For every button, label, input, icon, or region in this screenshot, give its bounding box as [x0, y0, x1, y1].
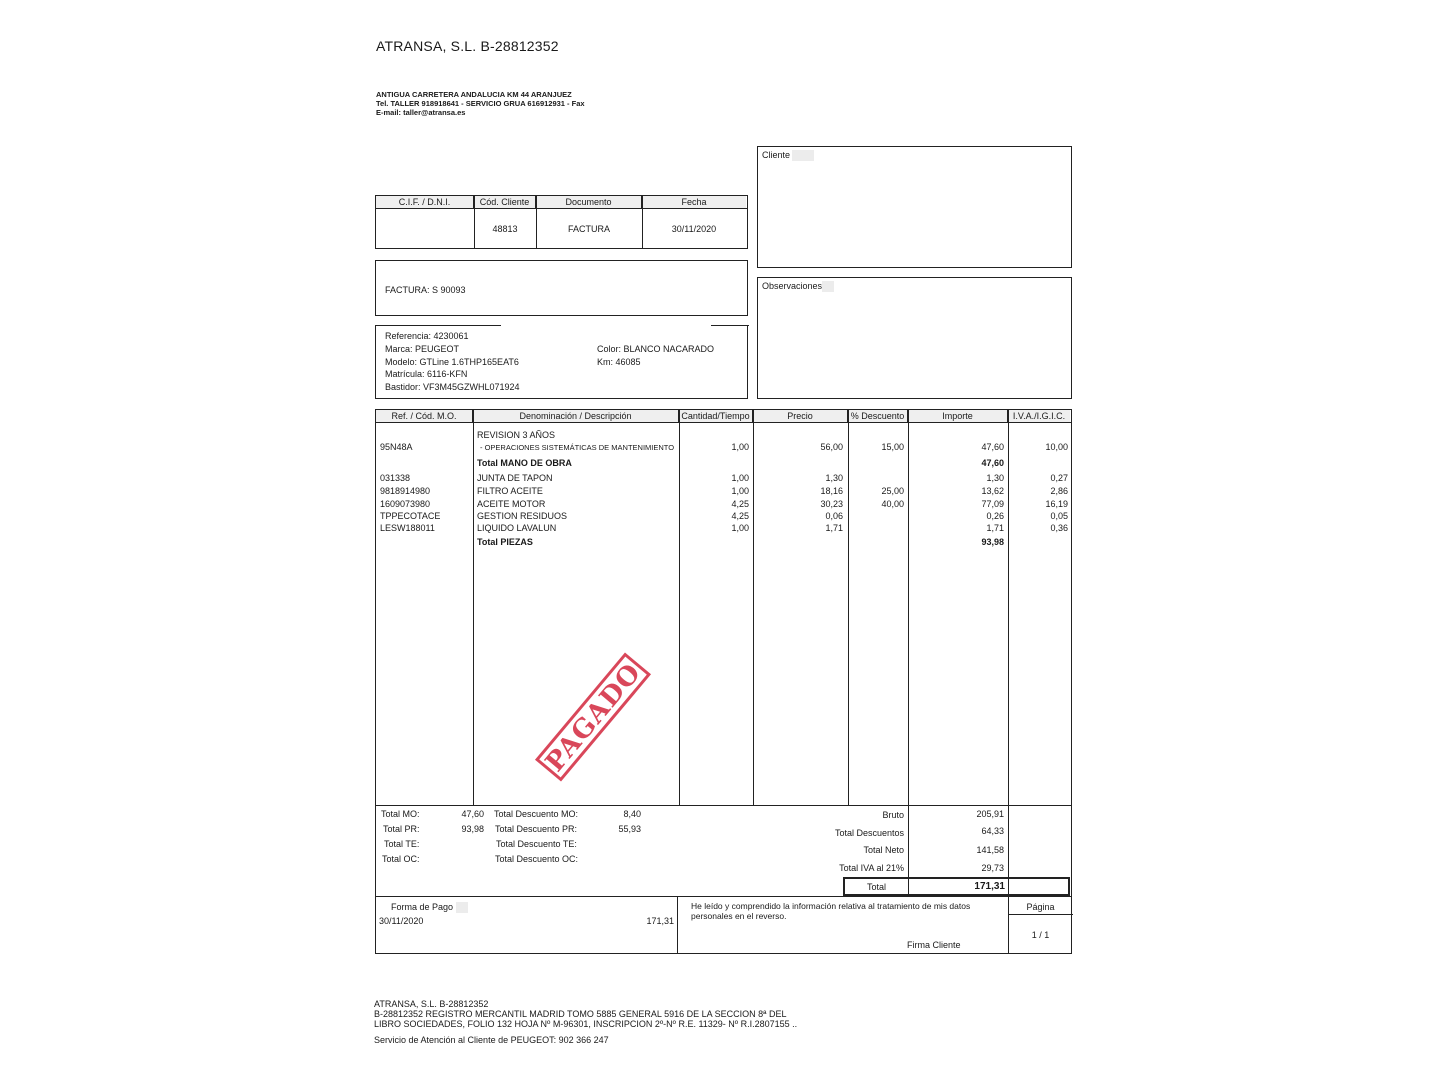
- footer-registry-2: LIBRO SOCIEDADES, FOLIO 132 HOJA Nº M-96301, INSCRIPCION 2º-Nº R.E. 11329- Nº R.I.2807155 ..: [374, 1019, 798, 1029]
- header-description: Denominación / Descripción: [473, 410, 679, 422]
- payment-box: [375, 896, 1072, 954]
- row-discount: 25,00: [881, 486, 904, 496]
- row-ref: 9818914980: [380, 486, 431, 496]
- total-mo-label: Total MO:: [381, 809, 420, 819]
- row-description: GESTION RESIDUOS: [477, 511, 568, 521]
- totals-box: [375, 805, 1072, 897]
- row-ref: 95N48A: [380, 442, 413, 452]
- total-discount-oc-label: Total Descuento OC:: [495, 854, 579, 864]
- redacted-area: [822, 281, 834, 292]
- header-ref: Ref. / Cód. M.O.: [376, 410, 473, 422]
- vat-total-label: Total IVA al 21%: [839, 863, 904, 873]
- total-discount-mo-value: 8,40: [623, 809, 641, 819]
- row-iva: 0,27: [1050, 473, 1068, 483]
- total-pr-label: Total PR:: [383, 824, 420, 834]
- redacted-area: [456, 902, 468, 913]
- header-cif: C.I.F. / D.N.I.: [376, 196, 474, 208]
- row-amount: 0,26: [986, 511, 1004, 521]
- header-price: Precio: [753, 410, 848, 422]
- gross-value: 205,91: [976, 809, 1004, 819]
- header-iva: I.V.A./I.G.I.C.: [1008, 410, 1070, 422]
- gross-label: Bruto: [882, 810, 904, 820]
- row-iva: 2,86: [1050, 486, 1068, 496]
- footer-registry-1: B-28812352 REGISTRO MERCANTIL MADRID TOMO 5885 GENERAL 5916 DE LA SECCION 8ª DEL: [374, 1009, 787, 1019]
- payment-date: 30/11/2020: [379, 916, 424, 926]
- header-document: Documento: [536, 196, 642, 208]
- row-iva: 16,19: [1045, 499, 1068, 509]
- signature-label: Firma Cliente: [907, 940, 961, 950]
- row-iva: 0,36: [1050, 523, 1068, 533]
- total-mo-value: 47,60: [461, 809, 484, 819]
- document-info-table: [375, 195, 748, 249]
- row-price: 56,00: [820, 442, 843, 452]
- total-discounts-value: 64,33: [981, 826, 1004, 836]
- total-discount-te-label: Total Descuento TE:: [496, 839, 577, 849]
- client-box: [757, 146, 1072, 268]
- row-amount: 13,62: [981, 486, 1004, 496]
- total-discount-mo-label: Total Descuento MO:: [494, 809, 579, 819]
- company-title: ATRANSA, S.L. B-28812352: [376, 38, 559, 54]
- header-discount: % Descuento: [848, 410, 908, 422]
- header-quantity: Cantidad/Tiempo: [679, 410, 753, 422]
- row-iva: 0,05: [1050, 511, 1068, 521]
- header-client-code: Cód. Cliente: [474, 196, 536, 208]
- row-quantity: 1,00: [731, 442, 749, 452]
- row-description: REVISION 3 AÑOS: [477, 430, 556, 440]
- document-type-value: FACTURA: [567, 224, 610, 234]
- grand-total-label: Total: [866, 882, 886, 892]
- total-discount-pr-label: Total Descuento PR:: [495, 824, 578, 834]
- date-value: 30/11/2020: [671, 224, 717, 234]
- row-price: 0,06: [825, 511, 843, 521]
- vehicle-km: Km: 46085: [597, 357, 641, 367]
- vat-total-value: 29,73: [981, 863, 1004, 873]
- row-description: Total MANO DE OBRA: [477, 458, 572, 468]
- vehicle-vin: Bastidor: VF3M45GZWHL071924: [385, 382, 520, 392]
- total-oc-label: Total OC:: [382, 854, 420, 864]
- payment-method-label: Forma de Pago: [391, 902, 454, 912]
- row-ref: TPPECOTACE: [380, 511, 441, 521]
- header-date: Fecha: [642, 196, 746, 208]
- row-amount: 47,60: [981, 442, 1004, 452]
- footer-customer-service: Servicio de Atención al Cliente de PEUGEOT: 902 366 247: [374, 1035, 609, 1045]
- row-description: JUNTA DE TAPON: [477, 473, 553, 483]
- row-description: Total PIEZAS: [477, 537, 533, 547]
- net-total-value: 141,58: [976, 845, 1004, 855]
- row-description: ACEITE MOTOR: [477, 499, 546, 509]
- row-discount: 40,00: [881, 499, 904, 509]
- row-description: LIQUIDO LAVALUN: [477, 523, 557, 533]
- company-phone: Tel. TALLER 918918641 - SERVICIO GRUA 616912931 - Fax: [376, 99, 585, 108]
- client-label: Cliente: [762, 150, 791, 160]
- footer-company: ATRANSA, S.L. B-28812352: [374, 999, 489, 1009]
- grand-total-value: 171,31: [974, 881, 1005, 892]
- row-quantity: 1,00: [731, 486, 749, 496]
- paid-stamp: PAGADO: [535, 652, 651, 781]
- row-discount: 15,00: [881, 442, 904, 452]
- observations-label: Observaciones: [762, 281, 823, 291]
- row-amount: 77,09: [981, 499, 1004, 509]
- vehicle-color: Color: BLANCO NACARADO: [597, 344, 715, 354]
- invoice-number-box: [375, 260, 748, 316]
- row-price: 1,30: [825, 473, 843, 483]
- row-quantity: 4,25: [731, 499, 749, 509]
- grand-total-box: [843, 877, 1070, 896]
- payment-amount: 171,31: [646, 916, 674, 926]
- row-ref: 1609073980: [380, 499, 431, 509]
- row-price: 1,71: [825, 523, 843, 533]
- company-address: ANTIGUA CARRETERA ANDALUCIA KM 44 ARANJUEZ: [376, 90, 572, 99]
- row-amount: 1,71: [986, 523, 1004, 533]
- observations-box: [757, 277, 1072, 399]
- row-description: - OPERACIONES SISTEMÁTICAS DE MANTENIMIENTO: [480, 443, 675, 452]
- row-amount: 1,30: [986, 473, 1004, 483]
- vehicle-plate: Matrícula: 6116-KFN: [385, 369, 468, 379]
- client-code-value: 48813: [492, 224, 518, 234]
- company-email: E-mail: taller@atransa.es: [376, 108, 466, 117]
- redacted-area: [792, 150, 814, 161]
- header-amount: Importe: [908, 410, 1008, 422]
- row-amount: 93,98: [981, 537, 1004, 547]
- row-price: 30,23: [820, 499, 843, 509]
- vehicle-brand: Marca: PEUGEOT: [385, 344, 460, 354]
- invoice-number: FACTURA: S 90093: [385, 285, 466, 295]
- line-items-table: [375, 409, 1072, 806]
- page-label: Página: [1026, 902, 1055, 912]
- total-pr-value: 93,98: [461, 824, 484, 834]
- total-te-label: Total TE:: [384, 839, 420, 849]
- total-discount-pr-value: 55,93: [618, 824, 641, 834]
- net-total-label: Total Neto: [863, 845, 904, 855]
- privacy-notice: He leído y comprendido la información relativa al tratamiento de mis datos personales en el reverso.: [691, 901, 971, 921]
- row-ref: 031338: [380, 473, 411, 483]
- page-value: 1 / 1: [1031, 930, 1050, 940]
- row-price: 18,16: [820, 486, 843, 496]
- vehicle-reference: Referencia: 4230061: [385, 331, 469, 341]
- row-quantity: 1,00: [731, 523, 749, 533]
- row-quantity: 1,00: [731, 473, 749, 483]
- row-amount: 47,60: [981, 458, 1004, 468]
- row-description: FILTRO ACEITE: [477, 486, 543, 496]
- row-iva: 10,00: [1045, 442, 1068, 452]
- vehicle-box: [375, 325, 748, 399]
- row-ref: LESW188011: [380, 523, 435, 533]
- vehicle-model: Modelo: GTLine 1.6THP165EAT6: [385, 357, 519, 367]
- total-discounts-label: Total Descuentos: [834, 828, 904, 838]
- row-quantity: 4,25: [731, 511, 749, 521]
